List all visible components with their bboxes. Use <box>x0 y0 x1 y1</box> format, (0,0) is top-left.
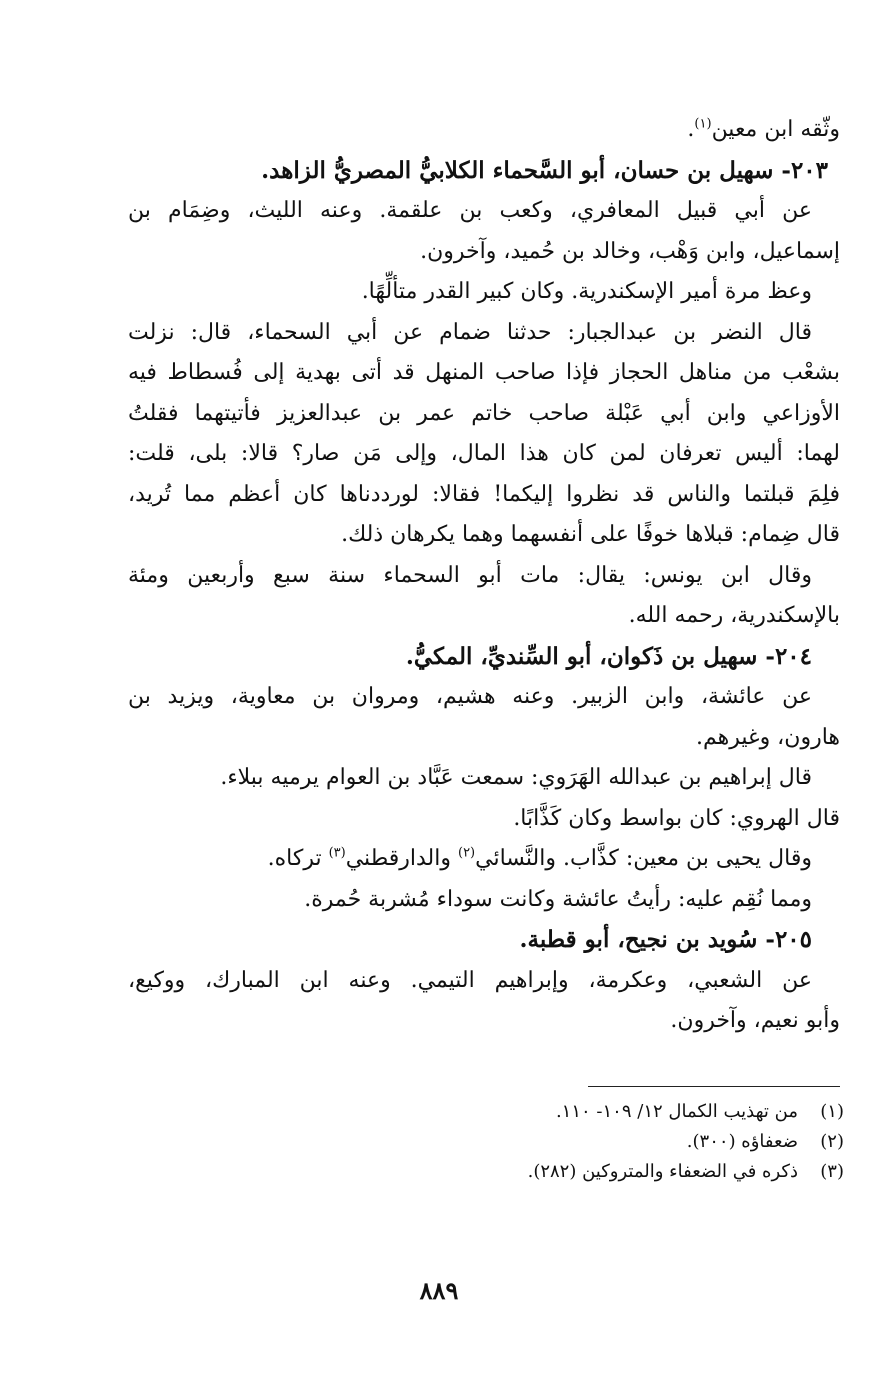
text-line: وقال ابن يونس: يقال: مات أبو السحماء سنة سبع وأربعين ومئة <box>128 562 812 588</box>
footnote-marker: (١) <box>694 116 712 132</box>
footnote-item <box>300 1097 844 1127</box>
text-line: وقال يحيى بن معين: كذَّاب. والنَّسائي$^{(٢)}$ والدارقطني$^{(٣)}$ تركاه. <box>267 845 812 871</box>
main-text <box>128 110 840 1042</box>
entry-heading-205: ٢٠٥- سُويد بن نجيح، أبو قطبة. <box>519 926 812 953</box>
footnote-number: (٣) <box>820 1161 844 1182</box>
text-line: الأوزاعي وابن أبي عَبْلة صاحب خاتم عمر بن عبدالعزيز فأتيتهما فقلتُ <box>128 400 840 426</box>
footnotes <box>300 1097 844 1187</box>
footnote-text: من تهذيب الكمال ١٢/ ١٠٩- ١١٠. <box>555 1101 798 1122</box>
footnote-number: (٢) <box>820 1131 844 1152</box>
text-line: قال الهروي: كان بواسط وكان كَذَّابًا. <box>513 805 840 831</box>
footnote-marker: (٣) <box>328 845 346 861</box>
text-line: عن الشعبي، وعكرمة، وإبراهيم التيمي. وعنه ابن المبارك، ووكيع، <box>128 967 812 993</box>
text-line: وأبو نعيم، وآخرون. <box>670 1008 840 1033</box>
entry-heading-204: ٢٠٤- سهيل بن ذَكوان، أبو السِّنديِّ، المكيُّ. <box>405 642 812 670</box>
text-line: ومما نُقِم عليه: رأيتُ عائشة وكانت سوداء مُشربة حُمرة. <box>304 886 812 912</box>
text-line: عن عائشة، وابن الزبير. وعنه هشيم، ومروان بن معاوية، ويزيد بن <box>128 684 812 709</box>
footnote-marker: (٢) <box>457 845 476 861</box>
page-number: ٨٨٩ <box>419 1276 459 1305</box>
text-line: قال النضر بن عبدالجبار: حدثنا ضمام عن أبي السحماء، قال: نزلت <box>128 319 812 345</box>
footnote-text: ذكره في الضعفاء والمتروكين (٢٨٢). <box>527 1161 798 1182</box>
text-line: إسماعيل، وابن وَهْب، وخالد بن حُميد، وآخرون. <box>420 238 840 264</box>
text-line: فلِمَ قبلتما والناس قد نظروا إليكما! فقالا: لورددناها كان أعظم مما تُريد، <box>128 481 840 507</box>
footnote-item <box>300 1127 844 1157</box>
text-line: لهما: أليس تعرفان لمن كان هذا المال، وإلى مَن صار؟ قالا: بلى، قلت: <box>128 441 840 466</box>
footnote-separator <box>588 1086 840 1087</box>
footnote-item <box>300 1157 844 1187</box>
text-line: وثّقه ابن معين$^{(١)}$. <box>687 116 840 142</box>
text-line: هارون، وغيرهم. <box>696 724 840 750</box>
text-line: عن أبي قبيل المعافري، وكعب بن علقمة. وعنه الليث، وضِمَام بن <box>128 198 812 223</box>
text-line: بشعْب من مناهل الحجاز فإذا صاحب المنهل قد أتى بهدية إلى فُسطاط فيه <box>128 360 840 385</box>
footnote-text: ضعفاؤه (٣٠٠). <box>686 1131 798 1152</box>
text-line: قال ضِمام: قبلاها خوفًا على أنفسهما وهما يكرهان ذلك. <box>341 522 840 547</box>
text-line: بالإسكندرية، رحمه الله. <box>628 603 840 628</box>
text-line: قال إبراهيم بن عبدالله الهَرَوي: سمعت عَبَّاد بن العوام يرميه ببلاء. <box>220 765 812 790</box>
footnote-number: (١) <box>820 1101 844 1122</box>
text-line: وعظ مرة أمير الإسكندرية. وكان كبير القدر متألِّهًا. <box>361 279 812 304</box>
entry-heading-203: ٢٠٣- سهيل بن حسان، أبو السَّحماء الكلابيُّ المصريُّ الزاهد. <box>261 156 828 184</box>
